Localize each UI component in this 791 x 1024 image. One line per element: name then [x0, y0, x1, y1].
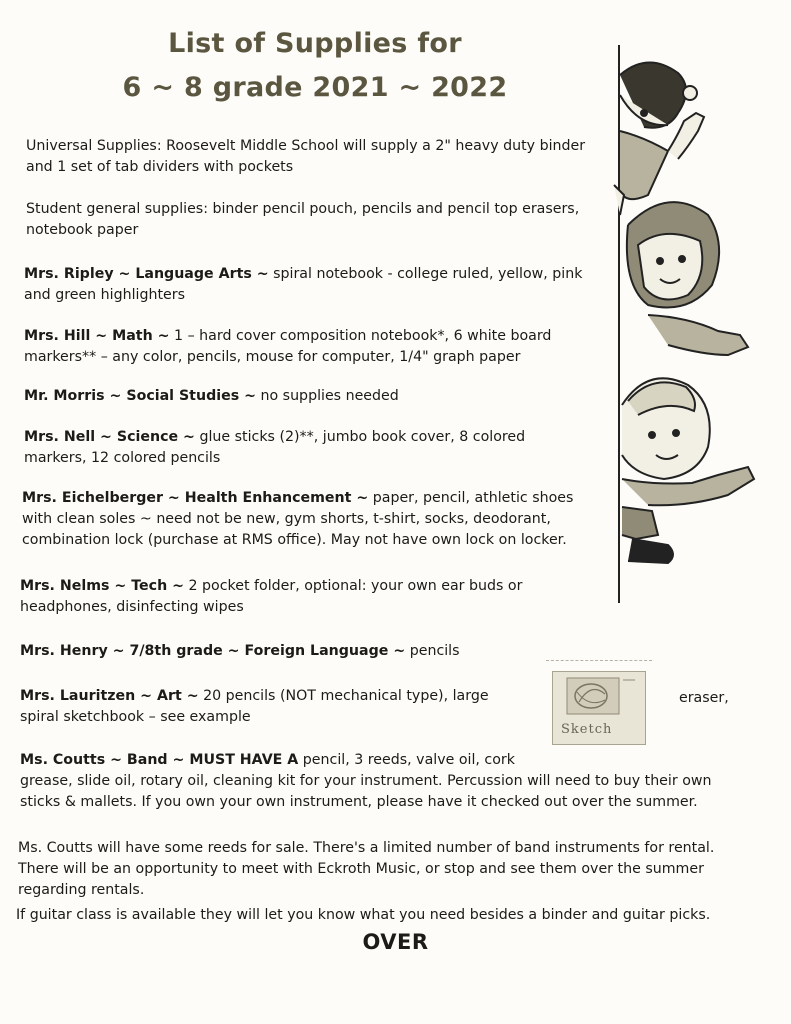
lauritzen-text: 20 pencils (NOT mechanical type), large: [198, 688, 489, 704]
item-morris: [24, 386, 584, 407]
lauritzen-eraser: eraser,: [679, 690, 729, 706]
coutts-heading: Ms. Coutts ~ Band ~ MUST HAVE A: [20, 752, 299, 768]
morris-text: no supplies needed: [255, 388, 399, 404]
girl-top-icon: [620, 62, 704, 199]
universal-supplies: Universal Supplies: Roosevelt Middle School will supply a 2" heavy duty binder and 1 set of tab dividers with pockets: [26, 138, 586, 175]
nell-text: glue sticks (2)**, jumbo book cover, 8 colored markers, 12 colored pencils: [24, 429, 526, 466]
boy-bottom-icon: [622, 378, 754, 563]
eichelberger-text: paper, pencil, athletic shoes with clean soles ~ need not be new, gym shorts, t-shirt, socks, deodorant, combination lock (purchase at RMS office). May not have own lock on locker.: [22, 490, 574, 548]
item-lauritzen: [20, 686, 540, 728]
sketch-label: Sketch: [561, 722, 613, 737]
item-henry: [20, 641, 580, 662]
general-supplies: Student general supplies: binder pencil pouch, pencils and pencil top erasers, notebook paper: [26, 201, 580, 238]
ripley-heading: Mrs. Ripley ~ Language Arts ~: [24, 266, 269, 282]
nelms-heading: Mrs. Nelms ~ Tech ~: [20, 578, 184, 594]
coutts-rest: grease, slide oil, rotary oil, cleaning kit for your instrument. Percussion will need to buy their own sticks & mallets. If you own your own instrument, please have it checked out over the summer.: [20, 773, 712, 810]
coutts-text: pencil, 3 reeds, valve oil, cork: [298, 752, 515, 768]
lauritzen-line2: spiral sketchbook – see example: [20, 709, 251, 725]
nelms-text: 2 pocket folder, optional: your own ear buds or headphones, disinfecting wipes: [20, 578, 523, 615]
henry-text: pencils: [405, 643, 460, 659]
item-coutts: [20, 750, 740, 813]
coutts-note: Ms. Coutts will have some reeds for sale. There's a limited number of band instruments for rental. There will be an opportunity to meet with Eckroth Music, or stop and see them over the summer regarding rentals.: [18, 840, 715, 898]
ripley-text: spiral notebook - college ruled, yellow, pink and green highlighters: [24, 266, 583, 303]
item-ripley: [24, 264, 584, 306]
girl-middle-icon: [614, 185, 748, 355]
nell-heading: Mrs. Nell ~ Science ~: [24, 429, 195, 445]
peeking-kids-illustration: [608, 55, 778, 575]
item-hill: [24, 326, 584, 368]
sketchbook-example-image: [546, 660, 652, 749]
sketchbook-pad: [552, 671, 646, 745]
guitar-note: If guitar class is available they will let you know what you need besides a binder and guitar picks.: [16, 907, 711, 923]
lauritzen-heading: Mrs. Lauritzen ~ Art ~: [20, 688, 199, 704]
morris-heading: Mr. Morris ~ Social Studies ~: [24, 388, 256, 404]
item-nell: [24, 427, 584, 469]
over-label: OVER: [362, 930, 429, 954]
item-eichelberger: [22, 488, 587, 551]
hill-text: 1 – hard cover composition notebook*, 6 white board markers** – any color, pencils, mouse for computer, 1/4" graph paper: [24, 328, 552, 365]
henry-heading: Mrs. Henry ~ 7/8th grade ~ Foreign Language ~: [20, 643, 406, 659]
eichelberger-heading: Mrs. Eichelberger ~ Health Enhancement ~: [22, 490, 369, 506]
hill-heading: Mrs. Hill ~ Math ~: [24, 328, 170, 344]
page-subtitle: 6 ~ 8 grade 2021 ~ 2022: [122, 72, 508, 103]
item-nelms: [20, 576, 580, 618]
page-title: List of Supplies for: [168, 28, 462, 59]
